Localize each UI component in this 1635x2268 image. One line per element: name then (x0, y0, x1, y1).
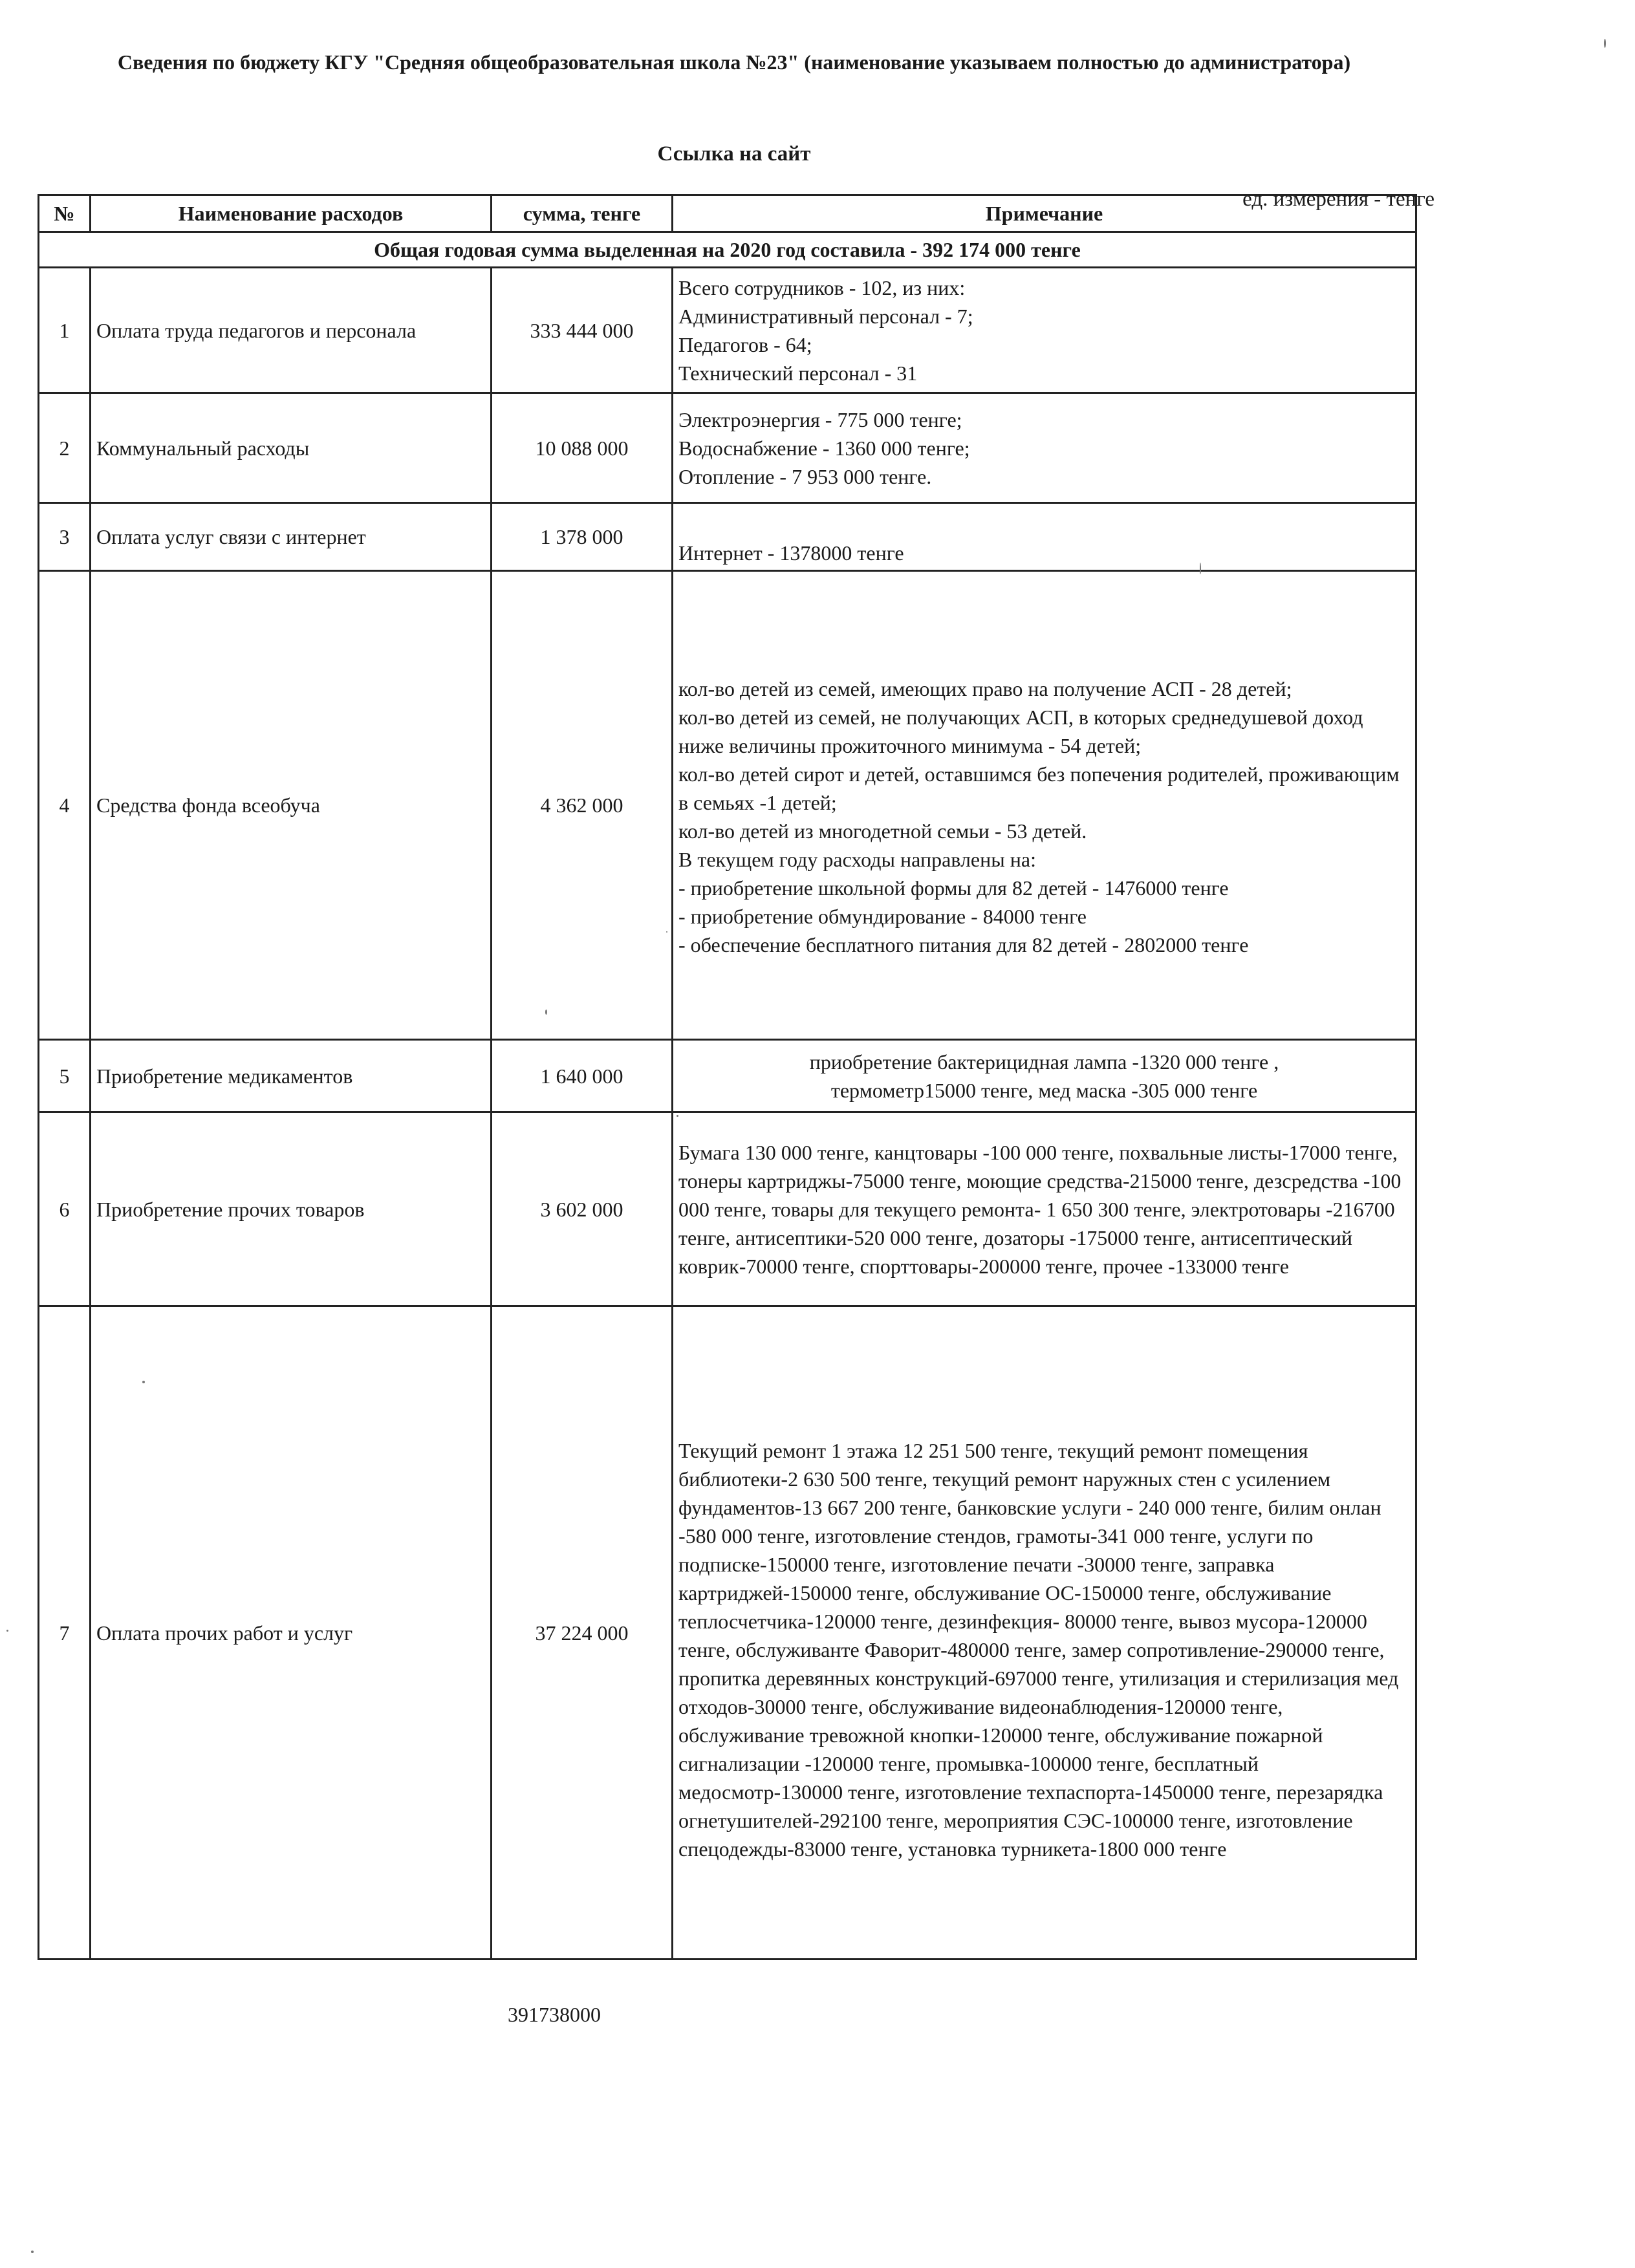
document-title: Сведения по бюджету КГУ "Средняя общеобразовательная школа №23" (наименование указываем полностью до администратора) (117, 50, 1351, 74)
note-line: кол-во детей из семей, имеющих право на получение АСП - 28 детей; (678, 677, 1292, 700)
note-line: Педагогов - 64; (678, 332, 812, 356)
table-row (39, 503, 1416, 571)
expense-note (673, 571, 1416, 1040)
expense-note (673, 503, 1416, 571)
column-header-sum: сумма, тенге (492, 195, 673, 232)
expense-name: Оплата прочих работ и услуг (91, 1306, 492, 1960)
annual-total-text: Общая годовая сумма выделенная на 2020 год составила - 392 174 000 тенге (39, 232, 1416, 268)
note-line: Бумага 130 000 тенге, канцтовары -100 000 тенге, похвальные листы-17000 тенге, тонеры картриджы-75000 тенге, моющие средства-215000 тенге, дезсредства -100 000 тенге, товары для текущего ремонта- 1 650 300 тенге, электротовары -216700 тенге, антисептики-520 000 тенге, дозаторы -175000 тенге, антисептический коврик-70000 тенге, спорттовары-200000 тенге, прочее -133000 тенге (678, 1140, 1402, 1278)
table-row (39, 1112, 1416, 1306)
expense-note (673, 1040, 1416, 1112)
expense-note (673, 393, 1416, 503)
table-row (39, 393, 1416, 503)
note-line: В текущем году расходы направлены на: (678, 848, 1036, 871)
note-line: кол-во детей из многодетной семьи - 53 детей. (678, 819, 1087, 843)
scan-speck (666, 931, 667, 933)
expense-sum: 3 602 000 (492, 1112, 673, 1306)
budget-table (38, 194, 1417, 1960)
expense-note (673, 1112, 1416, 1306)
expense-name: Приобретение медикаментов (91, 1040, 492, 1112)
site-link-label: Ссылка на сайт (657, 142, 811, 166)
scan-speck (1604, 39, 1606, 48)
expense-name: Оплата услуг связи с интернет (91, 503, 492, 571)
scan-speck (545, 1010, 547, 1015)
note-line: Текущий ремонт 1 этажа 12 251 500 тенге, текущий ремонт помещения библиотеки-2 630 500 тенге, текущий ремонт наружных стен с усилением фундаментов-13 667 200 тенге, банковские услуги - 240 000 тенге, билим онлан -580 000 тенге, изготовление стендов, грамоты-341 000 тенге, услуги по подписке-150000 тенге, изготовление печати -30000 тенге, заправка картриджей-150000 тенге, обслуживание ОС-150000 тенге, обслуживание теплосчетчика-120000 тенге, дезинфекция- 80000 тенге, вывоз мусора-120000 тенге, обслуживанте Фаворит-480000 тенге, замер сопротивление-290000 тенге, пропитка деревянных конструкций-697000 тенге, утилизация и стерилизация мед отходов-30000 тенге, обслуживание видеонаблюдения-120000 тенге, обслуживание тревожной кнопки-120000 тенге, обслуживание пожарной сигнализации -120000 тенге, промывка-100000 тенге, бесплатный медосмотр-130000 тенге, изготовление техпаспорта-1450000 тенге, перезарядка огнетушителей-292100 тенге, мероприятия СЭС-100000 тенге, изготовление спецодежды-83000 тенге, установка турникета-1800 000 тенге (678, 1438, 1399, 1861)
table-row (39, 1040, 1416, 1112)
note-line: кол-во детей сирот и детей, оставшимся без попечения родителей, проживающим в семьях -1 детей; (678, 762, 1400, 814)
unit-label: ед. измерения - тенге (1242, 188, 1435, 211)
total-row (39, 232, 1416, 268)
note-line: Водоснабжение - 1360 000 тенге; (678, 436, 970, 460)
row-number: 5 (39, 1040, 91, 1112)
expense-name: Оплата труда педагогов и персонала (91, 268, 492, 393)
note-line: Всего сотрудников - 102, из них: (678, 275, 966, 299)
note-line: - обеспечение бесплатного питания для 82 детей - 2802000 тенге (678, 933, 1249, 956)
table-row (39, 268, 1416, 393)
column-header-number: № (39, 195, 91, 232)
note-line: - приобретение школьной формы для 82 детей - 1476000 тенге (678, 876, 1229, 900)
table-row (39, 571, 1416, 1040)
table-row (39, 1306, 1416, 1960)
row-number: 7 (39, 1306, 91, 1960)
expense-sum: 10 088 000 (492, 393, 673, 503)
row-number: 6 (39, 1112, 91, 1306)
expense-note (673, 268, 1416, 393)
expense-sum: 4 362 000 (492, 571, 673, 1040)
scan-speck (31, 2251, 34, 2253)
column-header-note: Примечание (673, 195, 1416, 232)
note-line: Технический персонал - 31 (678, 361, 918, 385)
column-header-expense-name: Наименование расходов (91, 195, 492, 232)
note-line: приобретение бактерицидная лампа -1320 000 тенге , (809, 1050, 1279, 1074)
scan-speck (677, 1115, 678, 1117)
expense-sum: 37 224 000 (492, 1306, 673, 1960)
note-line: Отопление - 7 953 000 тенге. (678, 464, 932, 488)
expense-note (673, 1306, 1416, 1960)
note-line: Электроэнергия - 775 000 тенге; (678, 407, 962, 431)
scan-speck (142, 1381, 145, 1383)
expense-sum: 1 640 000 (492, 1040, 673, 1112)
expense-name: Средства фонда всеобуча (91, 571, 492, 1040)
expense-sum: 333 444 000 (492, 268, 673, 393)
scan-speck (1200, 563, 1201, 574)
scan-speck (6, 1630, 8, 1632)
expense-name: Коммунальный расходы (91, 393, 492, 503)
note-line: Административный персонал - 7; (678, 304, 973, 328)
grand-total-value: 391738000 (508, 2003, 601, 2026)
expense-name: Приобретение прочих товаров (91, 1112, 492, 1306)
note-line: - приобретение обмундирование - 84000 тенге (678, 905, 1087, 928)
row-number: 3 (39, 503, 91, 571)
note-line: термометр15000 тенге, мед маска -305 000 тенге (830, 1078, 1258, 1102)
expense-sum: 1 378 000 (492, 503, 673, 571)
row-number: 4 (39, 571, 91, 1040)
note-line: Интернет - 1378000 тенге (678, 541, 904, 565)
note-line: кол-во детей из семей, не получающих АСП, в которых среднедушевой доход ниже величины прожиточного минимума - 54 детей; (678, 706, 1363, 757)
row-number: 1 (39, 268, 91, 393)
table-header-row (39, 195, 1416, 232)
row-number: 2 (39, 393, 91, 503)
